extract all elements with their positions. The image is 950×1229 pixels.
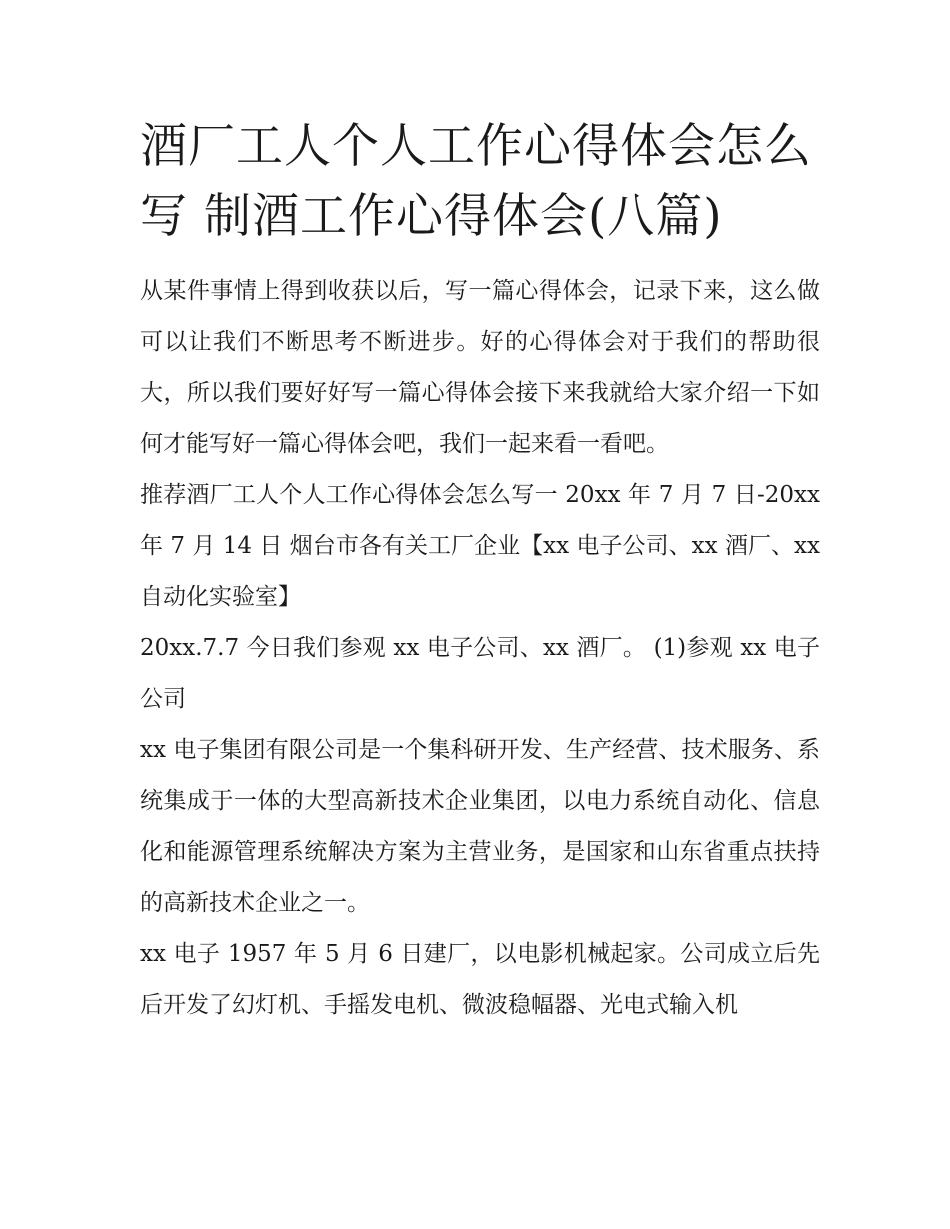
paragraph-intro: 从某件事情上得到收获以后，写一篇心得体会，记录下来，这么做可以让我们不断思考不断进步。好的心得体会对于我们的帮助很大，所以我们要好好写一篇心得体会接下来我就给大家介绍一下如何才能写好一篇心得体会吧，我们一起来看一看吧。 — [140, 278, 820, 457]
document-title: 酒厂工人个人工作心得体会怎么写 制酒工作心得体会(八篇) — [140, 119, 812, 244]
document-page — [140, 112, 820, 1031]
paragraph-recommendation: 推荐酒厂工人个人工作心得体会怎么写一 20xx 年 7 月 7 日-20xx 年 7 月 14 日 烟台市各有关工厂企业【xx 电子公司、xx 酒厂、xx 自动化实验室】 — [140, 482, 820, 610]
paragraph-company-profile: xx 电子集团有限公司是一个集科研开发、生产经营、技术服务、系统集成于一体的大型高新技术企业集团，以电力系统自动化、信息化和能源管理系统解决方案为主营业务，是国家和山东省重点扶持的高新技术企业之一。 — [140, 737, 820, 916]
paragraph-company-history: xx 电子 1957 年 5 月 6 日建厂，以电影机械起家。公司成立后先后开发了幻灯机、手摇发电机、微波稳幅器、光电式输入机 — [140, 941, 820, 1018]
paragraph-visit-date: 20xx.7.7 今日我们参观 xx 电子公司、xx 酒厂。 (1)参观 xx 电子公司 — [140, 635, 820, 712]
